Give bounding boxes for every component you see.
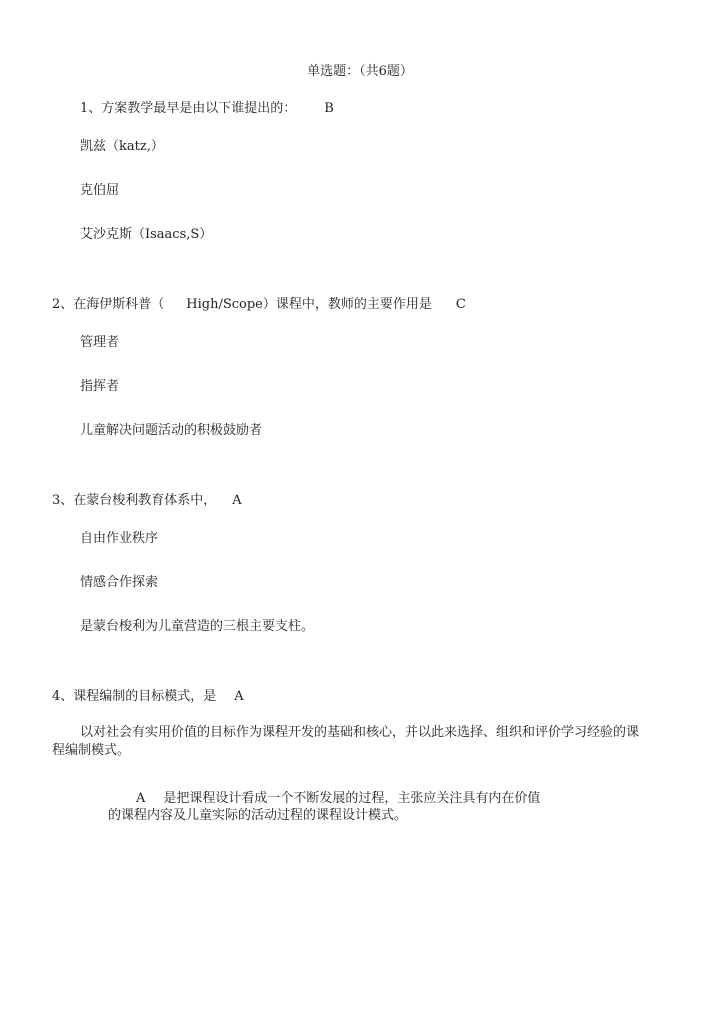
question-4-paragraph-2-line-2: 的课程内容及儿童实际的活动过程的课程设计模式。 xyxy=(108,808,408,823)
question-1-option-1: 凯兹（katz,） xyxy=(80,139,164,154)
question-2-stem-part-2: High/Scope）课程中，教师的主要作用是 xyxy=(186,297,432,312)
question-1-option-3: 艾沙克斯（Isaacs,S） xyxy=(80,227,213,242)
question-4 xyxy=(52,688,244,706)
question-3-stem: 3、在蒙台梭利教育体系中， xyxy=(52,493,217,508)
question-4-stem: 4、课程编制的目标模式，是 xyxy=(52,689,217,704)
question-3-option-2: 情感合作探索 xyxy=(80,575,159,590)
question-1-answer: B xyxy=(324,101,334,116)
question-4-paragraph-1-line-2: 程编制模式。 xyxy=(52,743,131,758)
question-1-option-2: 克伯屈 xyxy=(80,183,120,198)
question-2-stem-part-1: 2、在海伊斯科普（ xyxy=(52,297,165,312)
question-2-option-2: 指挥者 xyxy=(80,379,120,394)
question-3-option-1: 自由作业秩序 xyxy=(80,531,159,546)
page-title: 单选题：（共6题） xyxy=(307,64,413,79)
question-4-paragraph-2-line-1 xyxy=(136,790,540,808)
question-2-answer: C xyxy=(455,297,466,312)
question-4-paragraph-2-text: 是把课程设计看成一个不断发展的过程，主张应关注具有内在价值 xyxy=(163,791,541,806)
question-3-answer: A xyxy=(232,493,242,508)
question-2-option-3: 儿童解决问题活动的积极鼓励者 xyxy=(80,423,263,438)
question-2 xyxy=(52,296,466,314)
question-3-option-3: 是蒙台梭利为儿童营造的三根主要支柱。 xyxy=(80,619,315,634)
question-2-option-1: 管理者 xyxy=(80,335,120,350)
question-4-paragraph-2-label: A xyxy=(136,791,146,806)
question-4-paragraph-1-line-1: 以对社会有实用价值的目标作为课程开发的基础和核心，并以此来选择、组织和评价学习经验的课 xyxy=(80,725,640,740)
question-4-answer: A xyxy=(234,689,244,704)
question-1 xyxy=(80,100,334,118)
question-3 xyxy=(52,492,242,510)
question-1-stem: 1、方案教学最早是由以下谁提出的： xyxy=(80,101,297,116)
